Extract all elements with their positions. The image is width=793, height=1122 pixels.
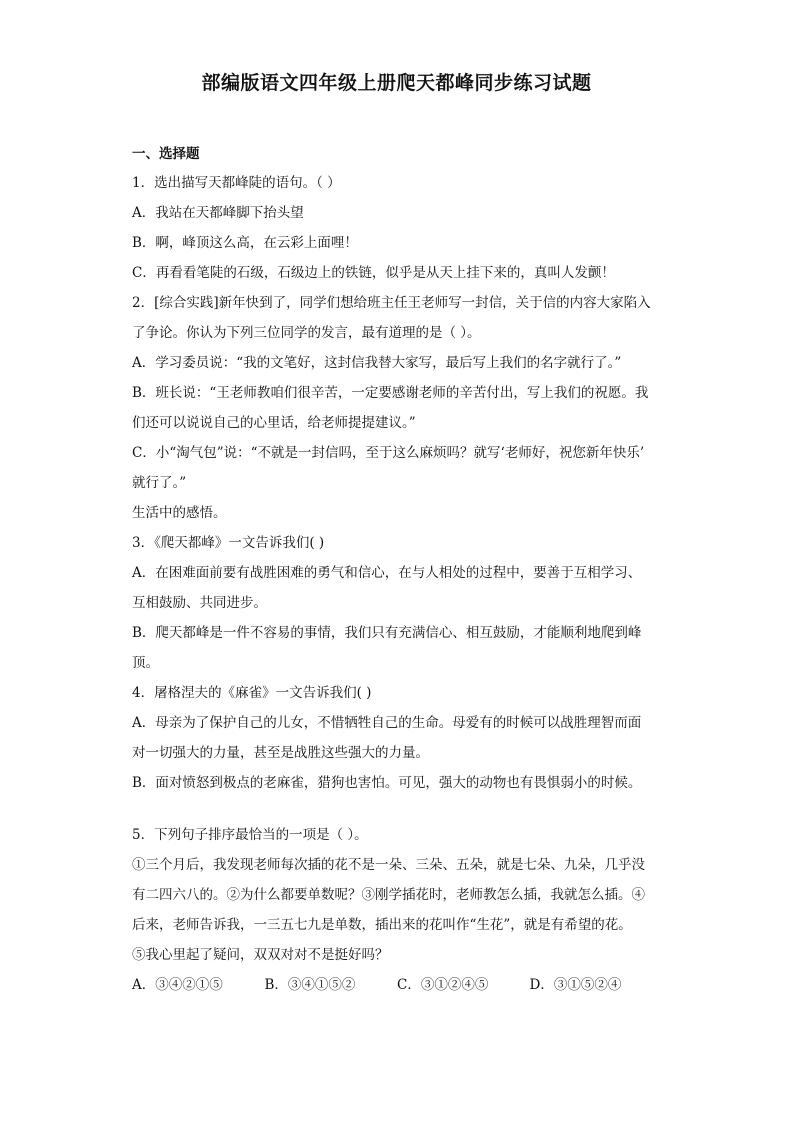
q4-stem: 4．屠格涅夫的《麻雀》一文告诉我们( ) [132,685,372,701]
content-body [132,140,662,1000]
q2-option-b-line2: 们还可以说说自己的心里话，给老师提提建议。” [132,415,416,431]
q1-option-c: C．再看看笔陡的石级，石级边上的铁链，似乎是从天上挂下来的，真叫人发颤！ [132,265,615,281]
q1-option-a: A．我站在天都峰脚下抬头望 [132,205,304,221]
q5-body-line3: 后来，老师告诉我，一三五七九是单数，插出来的花叫作“生花”，就是有希望的花。 [132,917,632,933]
q5-stem: 5．下列句子排序最恰当的一项是（ ）。 [132,827,368,843]
q2-option-b-line1: B．班长说：“王老师教咱们很辛苦，一定要感谢老师的辛苦付出，写上我们的祝愿。我 [132,385,649,401]
q2-option-a: A．学习委员说：“我的文笔好，这封信我替大家写，最后写上我们的名字就行了。” [132,355,622,371]
q5-body-line4: ⑤我心里起了疑问，双双对对不是挺好吗？ [132,947,389,963]
q3-option-a-line1: A．在困难面前要有战胜困难的勇气和信心，在与人相处的过程中，要善于互相学习、 [132,565,642,581]
q2-stem-line2: 了争论。你认为下列三位同学的发言，最有道理的是（ ）。 [132,325,481,341]
section-title: 一、选择题 [132,146,200,162]
q5-option-d: D．③①⑤②④ [529,977,622,993]
q4-option-a-line2: 对一切强大的力量，甚至是战胜这些强大的力量。 [132,745,429,761]
q3-option-b-line2: 顶。 [132,655,159,671]
q5-option-a: A．③④②①⑤ [132,977,223,993]
q3-option-a-line2: 互相鼓励、共同进步。 [132,595,267,611]
page-title: 部编版语文四年级上册爬天都峰同步练习试题 [201,72,592,94]
q4-option-a-line1: A．母亲为了保护自己的儿女，不惜牺牲自己的生命。母爱有的时候可以战胜理智而面 [132,715,642,731]
q1-option-b: B．啊，峰顶这么高，在云彩上面哩！ [132,235,358,251]
spacer [132,798,662,820]
q3-option-b-line1: B．爬天都峰是一件不容易的事情，我们只有充满信心、相互鼓励，才能顺利地爬到峰 [132,625,642,641]
q5-body-line1: ①三个月后，我发现老师每次插的花不是一朵、三朵、五朵，就是七朵、九朵，几乎没 [132,857,645,873]
q5-option-c: C．③①②④⑤ [397,977,489,993]
q2-option-c-line1: C．小“淘气包”说：“不就是一封信吗，至于这么麻烦吗？就写‘老师好，祝您新年快乐’ [132,445,645,461]
q2-option-c-line2: 就行了。” [132,475,187,491]
q1-stem: 1．选出描写天都峰陡的语句。（ ） [132,175,341,191]
q5-body-line2: 有二四六八的。②为什么都要单数呢？③刚学插花时，老师教怎么插，我就怎么插。④ [132,887,645,903]
q3-stem: 3．《爬天都峰》一文告诉我们( ) [132,535,325,551]
q2-extra: 生活中的感悟。 [132,505,227,521]
q5-option-b: B．③④①⑤② [264,977,356,993]
q5-options [132,970,662,1000]
q4-option-b: B．面对愤怒到极点的老麻雀，猎狗也害怕。可见，强大的动物也有畏惧弱小的时候。 [132,775,642,791]
q2-stem-line1: 2．[综合实践]新年快到了，同学们想给班主任王老师写一封信，关于信的内容大家陷入 [132,295,651,311]
